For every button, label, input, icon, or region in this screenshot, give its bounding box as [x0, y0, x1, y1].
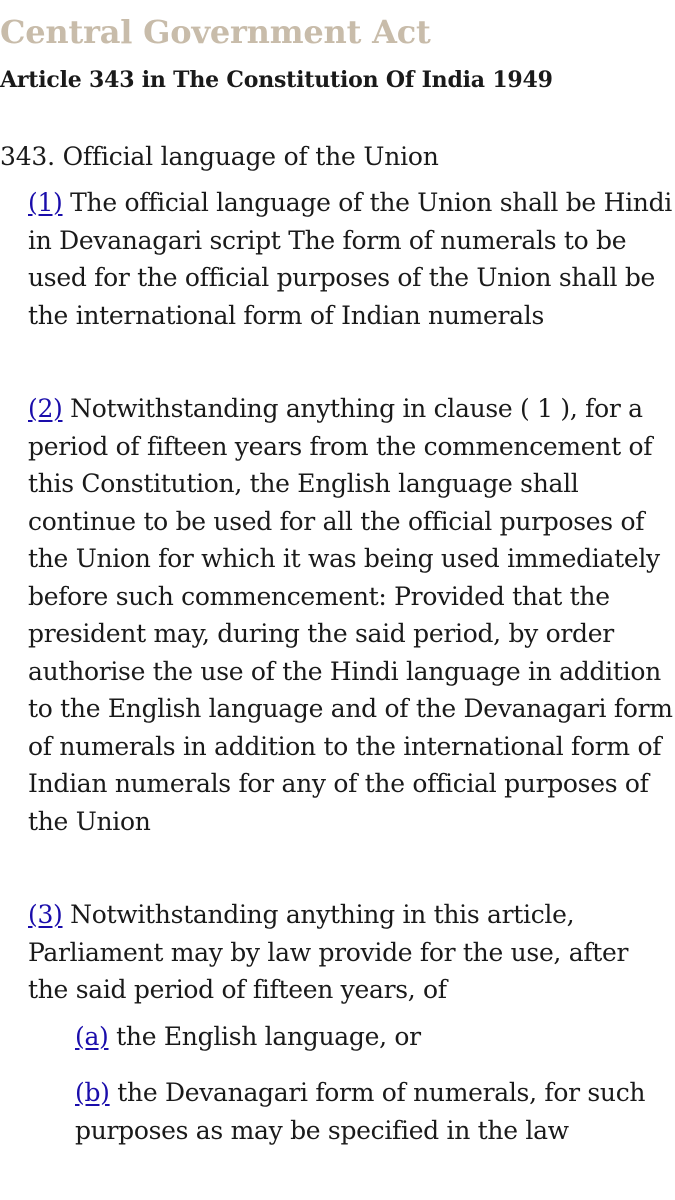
document-title: Article 343 in The Constitution Of India 1949	[0, 67, 553, 93]
clause-3	[28, 896, 673, 1009]
clause-1-text: The official language of the Union shall be Hindi in Devanagari script The form of numerals to be used for the official purposes of the Union shall be the international form of Indian numerals	[28, 188, 672, 330]
subclause-a-text: the English language, or	[116, 1022, 421, 1051]
clause-1	[28, 184, 673, 334]
subclause-b-text: the Devanagari form of numerals, for such purposes as may be specified in the law	[75, 1078, 646, 1145]
clause-2-link[interactable]: (2)	[28, 394, 63, 423]
act-type-heading: Central Government Act	[0, 13, 431, 51]
clause-1-link[interactable]: (1)	[28, 188, 63, 217]
clause-2-text: Notwithstanding anything in clause ( 1 ), for a period of fifteen years from the commencement of this Constitution, the English language shall continue to be used for all the official purposes of the Union for which it was being used immediately before such commencement: Provided that the president may, during the said period, by order authorise the use of the Hindi language in addition to the English language and of the Devanagari form of numerals in addition to the international form of Indian numerals for any of the official purposes of the Union	[28, 394, 673, 836]
article-title: 343. Official language of the Union	[0, 142, 439, 171]
clause-2	[28, 390, 673, 840]
subclause-b-link[interactable]: (b)	[75, 1078, 110, 1107]
clause-3-text: Notwithstanding anything in this article, Parliament may by law provide for the use, after the said period of fifteen years, of	[28, 900, 629, 1004]
clause-3-link[interactable]: (3)	[28, 900, 63, 929]
subclause-a	[75, 1018, 670, 1056]
subclause-a-link[interactable]: (a)	[75, 1022, 109, 1051]
subclause-b	[75, 1074, 670, 1149]
